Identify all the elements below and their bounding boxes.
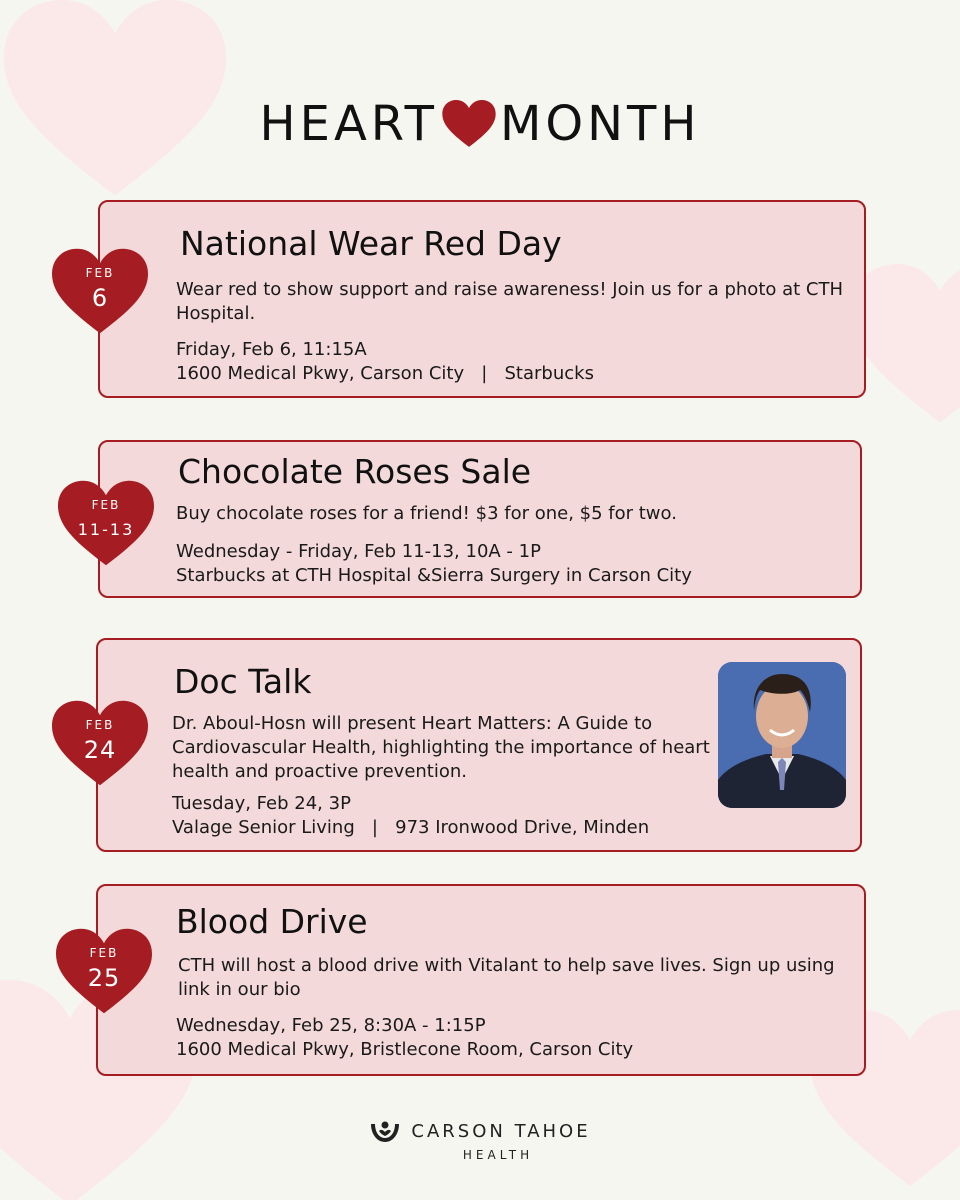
date-badge [58,480,154,568]
event-location: Valage Senior Living | 973 Ironwood Drive, Minden [172,817,650,838]
title-right-word: MONTH [499,96,701,152]
date-day: 11-13 [77,520,135,539]
event-time: Wednesday - Friday, Feb 11-13, 10A - 1P [176,541,541,562]
title-left-word: HEART [259,96,438,152]
event-card-wear-red [98,200,866,398]
date-badge [52,248,148,336]
event-location: Starbucks at CTH Hospital &Sierra Surgery in Carson City [176,565,692,586]
date-badge [52,700,148,788]
event-location: 1600 Medical Pkwy, Bristlecone Room, Carson City [176,1039,634,1060]
date-month: FEB [91,498,121,512]
heart-icon [442,100,496,148]
event-title: National Wear Red Day [180,224,562,263]
logo-name: CARSON TAHOE [411,1120,591,1142]
date-month: FEB [85,718,115,732]
carson-tahoe-logo [0,1118,960,1162]
carson-tahoe-logo-icon [369,1118,401,1144]
event-title: Doc Talk [174,662,312,701]
event-card-doc-talk [96,638,862,852]
date-badge [56,928,152,1016]
date-month: FEB [85,266,115,280]
event-description: Dr. Aboul-Hosn will present Heart Matters: A Guide to Cardiovascular Health, highlighting the importance of heart health and proactive prevention. [172,713,710,782]
logo-subtitle: HEALTH [462,1148,534,1162]
event-description: CTH will host a blood drive with Vitalant to help save lives. Sign up using link in our bio [178,955,835,1000]
event-description: Wear red to show support and raise awareness! Join us for a photo at CTH Hospital. [176,279,844,324]
doctor-photo [718,662,846,808]
event-title: Blood Drive [176,902,368,941]
event-time: Tuesday, Feb 24, 3P [172,793,351,814]
date-day: 25 [87,964,121,992]
event-time: Wednesday, Feb 25, 8:30A - 1:15P [176,1015,486,1036]
event-card-chocolate-roses [98,440,862,598]
event-title: Chocolate Roses Sale [178,452,532,491]
date-day: 24 [83,736,117,764]
event-time: Friday, Feb 6, 11:15A [176,339,367,360]
page-title [0,96,960,152]
date-day: 6 [91,284,109,312]
event-card-blood-drive [96,884,866,1076]
event-description: Buy chocolate roses for a friend! $3 for one, $5 for two. [176,503,677,524]
date-month: FEB [89,946,119,960]
doctor-portrait-image [718,662,846,808]
event-location: 1600 Medical Pkwy, Carson City | Starbucks [176,363,594,384]
background-heart-right [850,240,960,450]
